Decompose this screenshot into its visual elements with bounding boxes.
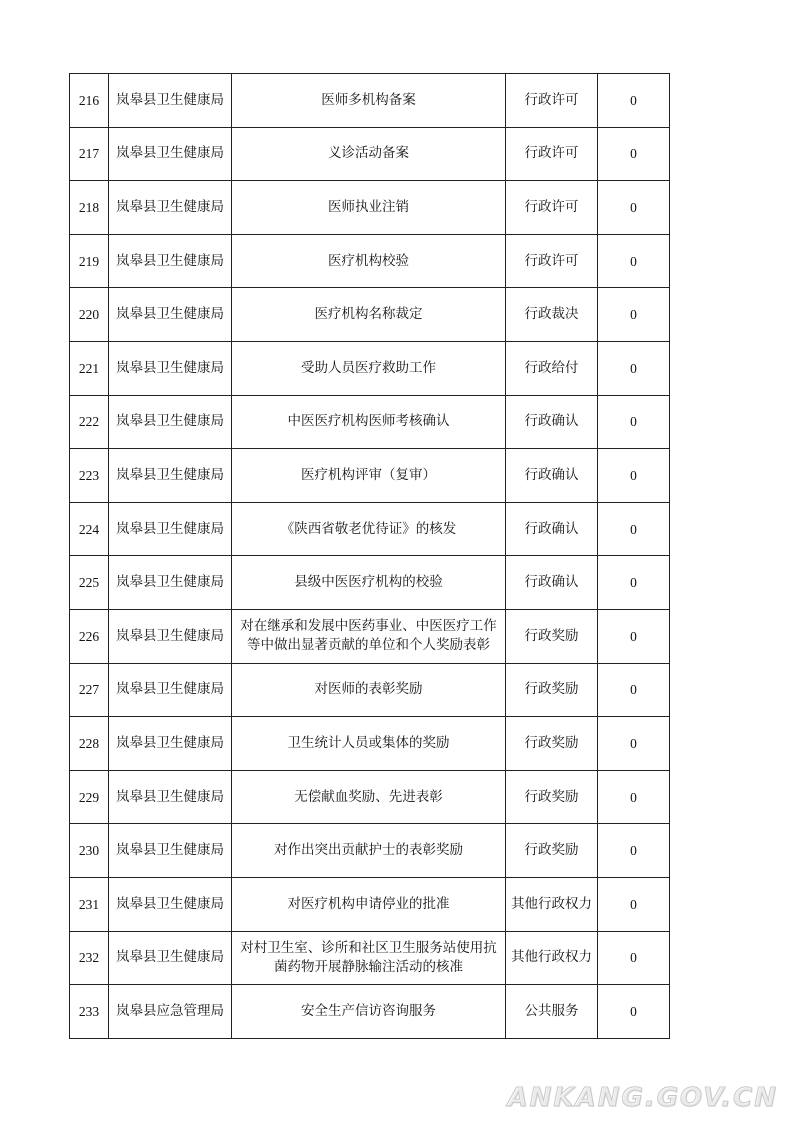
- power-type-cell: 其他行政权力: [506, 877, 598, 931]
- count-cell: 0: [598, 74, 670, 128]
- row-number: 232: [70, 931, 109, 985]
- item-name-cell: 医师多机构备案: [232, 74, 506, 128]
- power-type-cell: 行政确认: [506, 449, 598, 503]
- power-type-cell: 行政奖励: [506, 717, 598, 771]
- count-cell: 0: [598, 877, 670, 931]
- table-row: [70, 609, 670, 663]
- table-row: [70, 502, 670, 556]
- power-type-cell: 行政许可: [506, 181, 598, 235]
- power-type-cell: 公共服务: [506, 985, 598, 1039]
- power-type-cell: 行政确认: [506, 502, 598, 556]
- department-cell: 岚皋县卫生健康局: [109, 931, 232, 985]
- power-type-cell: 行政奖励: [506, 824, 598, 878]
- department-cell: 岚皋县卫生健康局: [109, 556, 232, 610]
- count-cell: 0: [598, 824, 670, 878]
- power-type-cell: 行政确认: [506, 556, 598, 610]
- row-number: 219: [70, 234, 109, 288]
- department-cell: 岚皋县卫生健康局: [109, 824, 232, 878]
- department-cell: 岚皋县卫生健康局: [109, 449, 232, 503]
- department-cell: 岚皋县卫生健康局: [109, 877, 232, 931]
- count-cell: 0: [598, 663, 670, 717]
- item-name-cell: 对村卫生室、诊所和社区卫生服务站使用抗菌药物开展静脉输注活动的核准: [232, 931, 506, 985]
- table-row: [70, 556, 670, 610]
- row-number: 225: [70, 556, 109, 610]
- table-row: [70, 824, 670, 878]
- table-row: [70, 395, 670, 449]
- item-name-cell: 医疗机构校验: [232, 234, 506, 288]
- department-cell: 岚皋县卫生健康局: [109, 288, 232, 342]
- row-number: 226: [70, 609, 109, 663]
- count-cell: 0: [598, 717, 670, 771]
- power-list-table: [69, 73, 670, 1039]
- table-row: [70, 931, 670, 985]
- power-type-cell: 行政许可: [506, 234, 598, 288]
- count-cell: 0: [598, 288, 670, 342]
- row-number: 224: [70, 502, 109, 556]
- row-number: 220: [70, 288, 109, 342]
- table-row: [70, 877, 670, 931]
- department-cell: 岚皋县卫生健康局: [109, 717, 232, 771]
- row-number: 217: [70, 127, 109, 181]
- power-type-cell: 行政奖励: [506, 663, 598, 717]
- item-name-cell: 安全生产信访咨询服务: [232, 985, 506, 1039]
- item-name-cell: 对在继承和发展中医药事业、中医医疗工作等中做出显著贡献的单位和个人奖励表彰: [232, 609, 506, 663]
- power-type-cell: 行政确认: [506, 395, 598, 449]
- department-cell: 岚皋县卫生健康局: [109, 770, 232, 824]
- department-cell: 岚皋县应急管理局: [109, 985, 232, 1039]
- item-name-cell: 中医医疗机构医师考核确认: [232, 395, 506, 449]
- count-cell: 0: [598, 449, 670, 503]
- item-name-cell: 对医疗机构申请停业的批准: [232, 877, 506, 931]
- row-number: 216: [70, 74, 109, 128]
- power-type-cell: 其他行政权力: [506, 931, 598, 985]
- table-row: [70, 288, 670, 342]
- row-number: 218: [70, 181, 109, 235]
- department-cell: 岚皋县卫生健康局: [109, 663, 232, 717]
- count-cell: 0: [598, 127, 670, 181]
- item-name-cell: 义诊活动备案: [232, 127, 506, 181]
- row-number: 229: [70, 770, 109, 824]
- table-row: [70, 234, 670, 288]
- item-name-cell: 县级中医医疗机构的校验: [232, 556, 506, 610]
- item-name-cell: 卫生统计人员或集体的奖励: [232, 717, 506, 771]
- row-number: 222: [70, 395, 109, 449]
- table-row: [70, 127, 670, 181]
- table-row: [70, 985, 670, 1039]
- department-cell: 岚皋县卫生健康局: [109, 74, 232, 128]
- count-cell: 0: [598, 341, 670, 395]
- table-body: [70, 74, 670, 1039]
- row-number: 223: [70, 449, 109, 503]
- department-cell: 岚皋县卫生健康局: [109, 502, 232, 556]
- item-name-cell: 受助人员医疗救助工作: [232, 341, 506, 395]
- count-cell: 0: [598, 502, 670, 556]
- item-name-cell: 《陕西省敬老优待证》的核发: [232, 502, 506, 556]
- department-cell: 岚皋县卫生健康局: [109, 181, 232, 235]
- count-cell: 0: [598, 985, 670, 1039]
- count-cell: 0: [598, 395, 670, 449]
- row-number: 227: [70, 663, 109, 717]
- table-row: [70, 717, 670, 771]
- table-row: [70, 181, 670, 235]
- department-cell: 岚皋县卫生健康局: [109, 234, 232, 288]
- table-row: [70, 74, 670, 128]
- table-row: [70, 770, 670, 824]
- item-name-cell: 医师执业注销: [232, 181, 506, 235]
- item-name-cell: 对作出突出贡献护士的表彰奖励: [232, 824, 506, 878]
- power-type-cell: 行政奖励: [506, 770, 598, 824]
- site-watermark: ANKANG.GOV.CN: [507, 1083, 778, 1113]
- row-number: 228: [70, 717, 109, 771]
- power-type-cell: 行政奖励: [506, 609, 598, 663]
- item-name-cell: 无偿献血奖励、先进表彰: [232, 770, 506, 824]
- row-number: 221: [70, 341, 109, 395]
- row-number: 233: [70, 985, 109, 1039]
- table-row: [70, 449, 670, 503]
- item-name-cell: 医疗机构评审（复审）: [232, 449, 506, 503]
- power-type-cell: 行政许可: [506, 74, 598, 128]
- table-row: [70, 341, 670, 395]
- item-name-cell: 医疗机构名称裁定: [232, 288, 506, 342]
- department-cell: 岚皋县卫生健康局: [109, 395, 232, 449]
- count-cell: 0: [598, 770, 670, 824]
- count-cell: 0: [598, 181, 670, 235]
- count-cell: 0: [598, 931, 670, 985]
- count-cell: 0: [598, 609, 670, 663]
- power-type-cell: 行政裁决: [506, 288, 598, 342]
- power-type-cell: 行政许可: [506, 127, 598, 181]
- item-name-cell: 对医师的表彰奖励: [232, 663, 506, 717]
- count-cell: 0: [598, 556, 670, 610]
- department-cell: 岚皋县卫生健康局: [109, 609, 232, 663]
- row-number: 230: [70, 824, 109, 878]
- power-type-cell: 行政给付: [506, 341, 598, 395]
- department-cell: 岚皋县卫生健康局: [109, 341, 232, 395]
- department-cell: 岚皋县卫生健康局: [109, 127, 232, 181]
- count-cell: 0: [598, 234, 670, 288]
- row-number: 231: [70, 877, 109, 931]
- table-row: [70, 663, 670, 717]
